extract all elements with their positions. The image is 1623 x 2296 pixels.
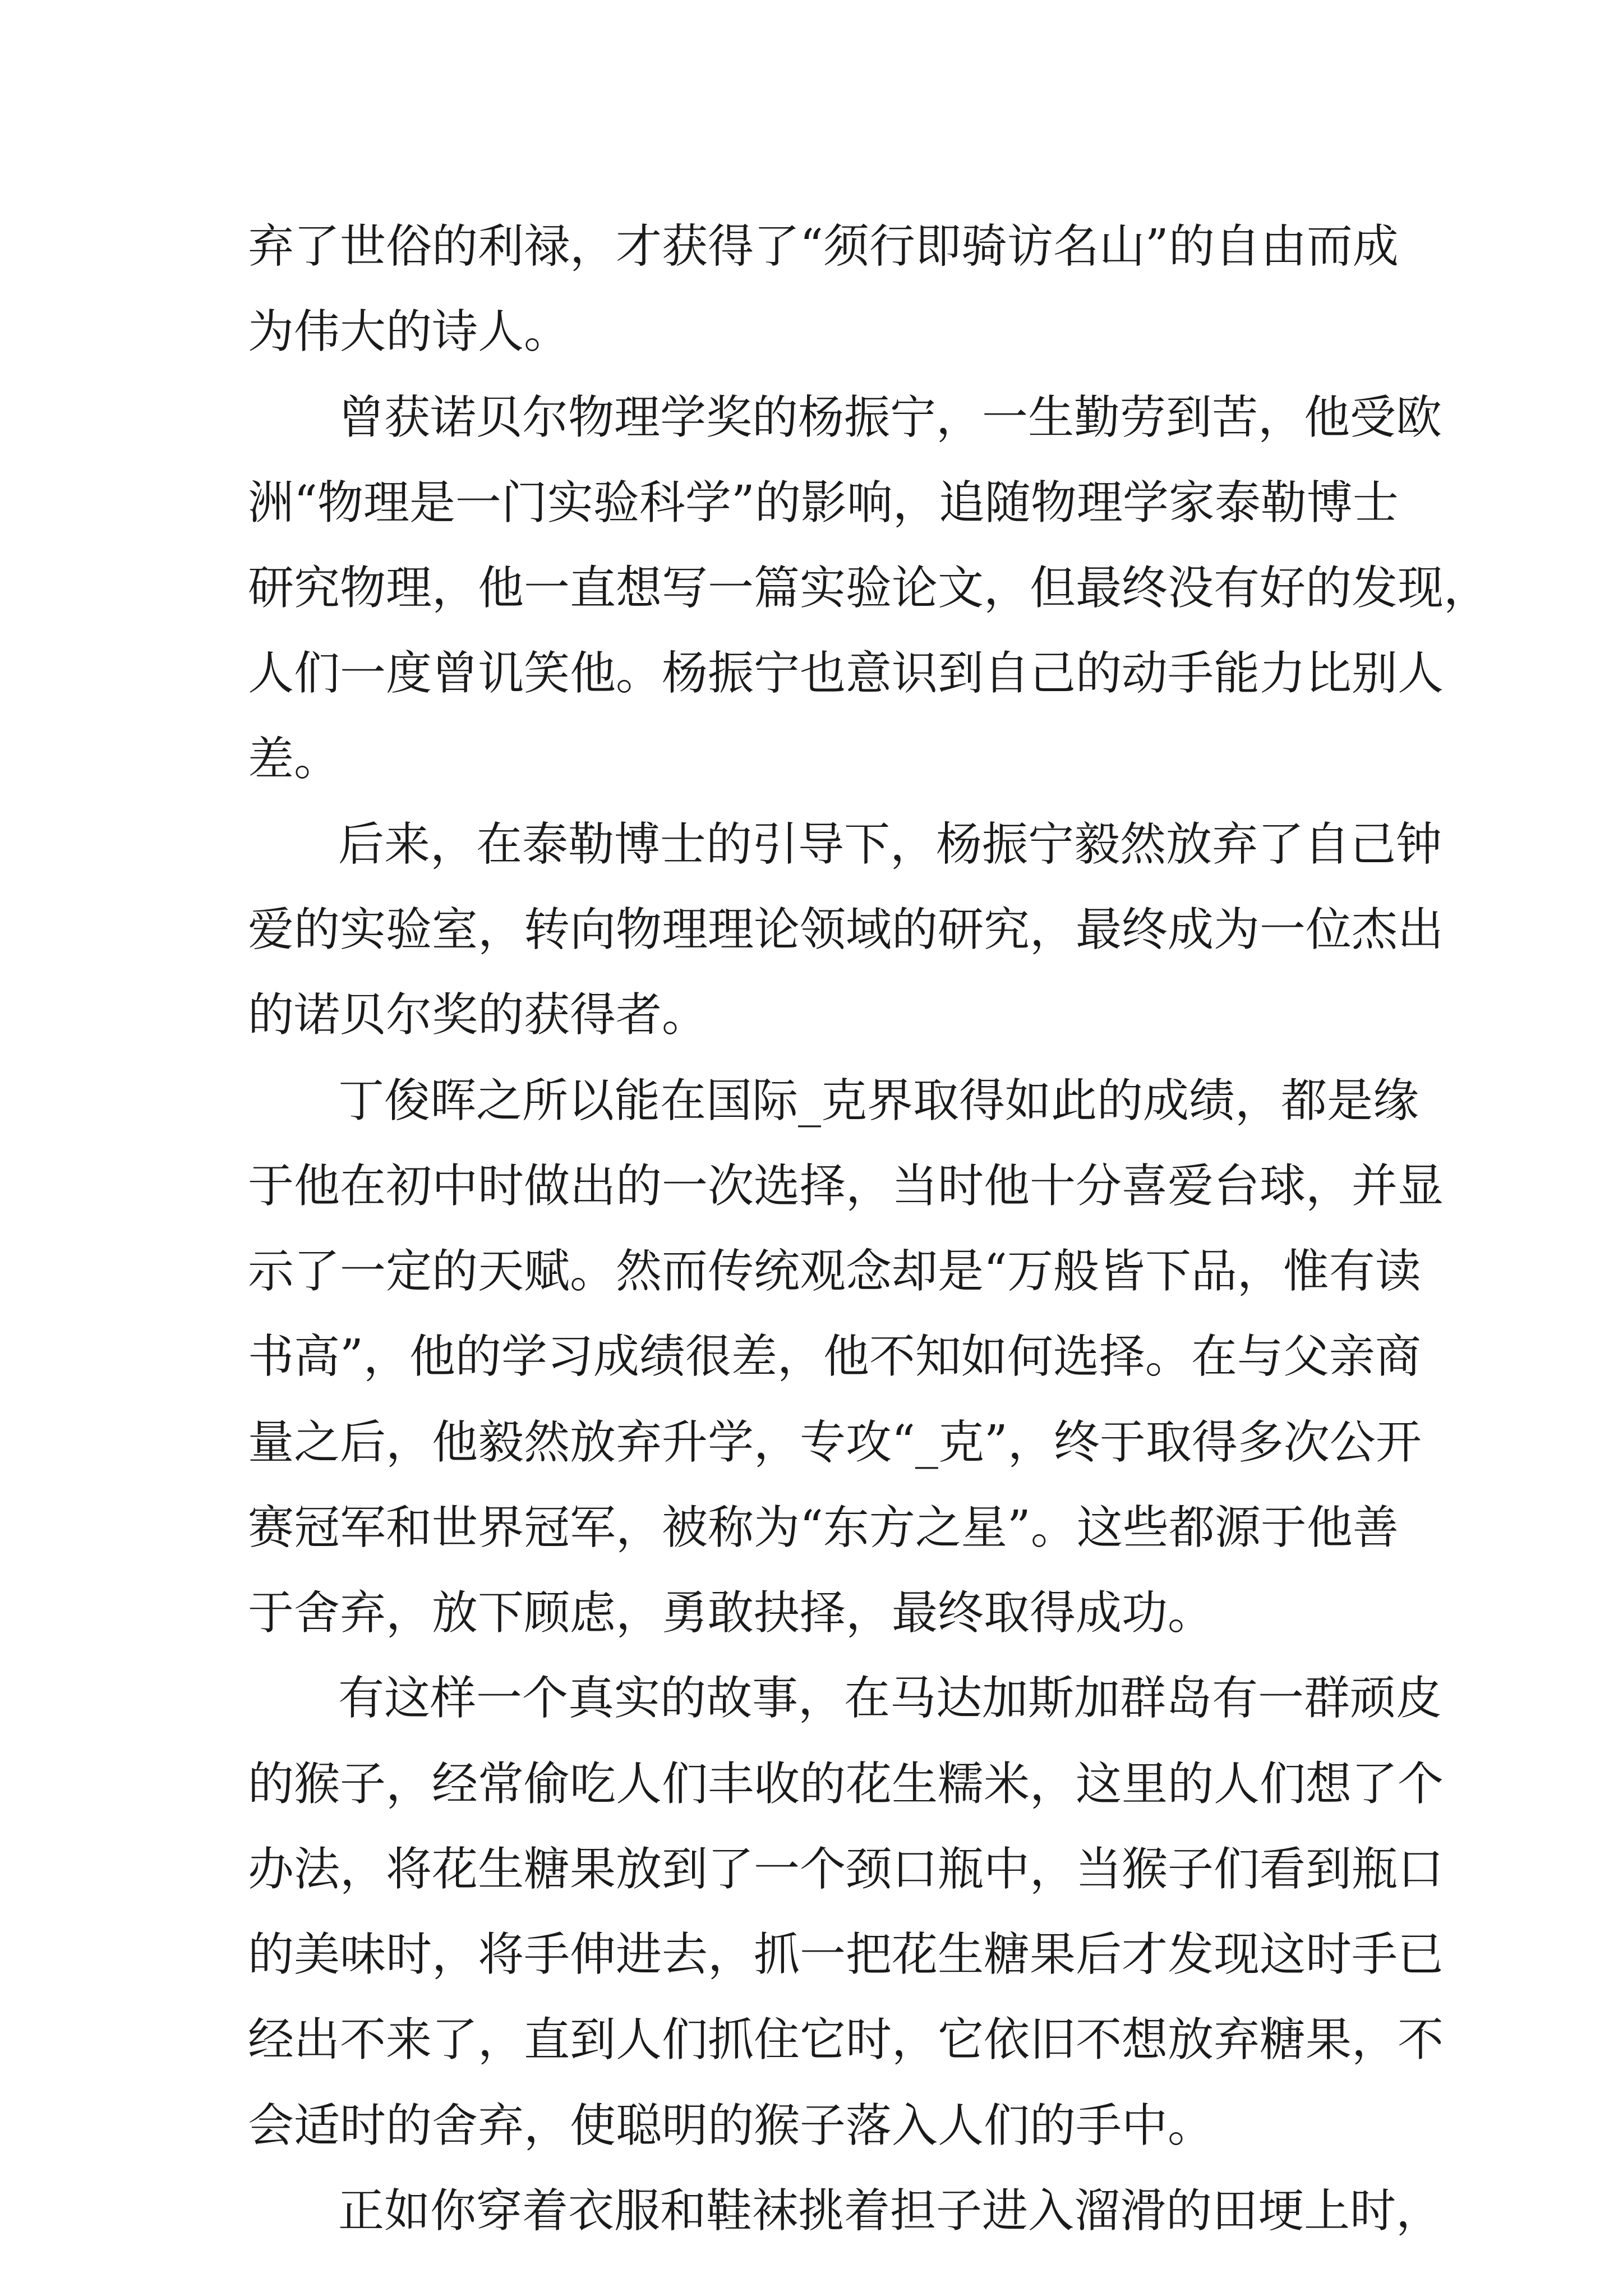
paragraph-first-line: 有这样一个真实的故事，在马达加斯加群岛有一群顽皮 <box>338 1672 1442 1725</box>
text-line: 差。 <box>248 733 340 786</box>
text-line: 赛冠军和世界冠军，被称为“东方之星”。这些都源于他善 <box>248 1501 1399 1554</box>
paragraph-first-line: 正如你穿着衣服和鞋袜挑着担子进入溜滑的田埂上时， <box>338 2184 1442 2238</box>
text-line: 爱的实验室，转向物理理论领域的研究，最终成为一位杰出 <box>248 903 1444 956</box>
text-line: 办法，将花生糖果放到了一个颈口瓶中，当猴子们看到瓶口 <box>248 1843 1444 1896</box>
text-line: 经出不来了，直到人们抓住它时，它依旧不想放弃糖果，不 <box>248 2013 1444 2067</box>
text-line: 的猴子，经常偷吃人们丰收的花生糯米，这里的人们想了个 <box>248 1757 1444 1811</box>
paragraph-first-line: 丁俊晖之所以能在国际_克界取得如此的成绩，都是缘 <box>338 1074 1419 1128</box>
text-line: 于舍弃，放下顾虑，勇敢抉择，最终取得成功。 <box>248 1586 1214 1640</box>
text-line: 示了一定的天赋。然而传统观念却是“万般皆下品，惟有读 <box>248 1245 1421 1298</box>
text-line: 的诺贝尔奖的获得者。 <box>248 988 708 1042</box>
text-line: 的美味时，将手伸进去，抓一把花生糖果后才发现这时手已 <box>248 1928 1444 1981</box>
text-line: 人们一度曾讥笑他。杨振宁也意识到自己的动手能力比别人 <box>248 647 1444 700</box>
text-line: 研究物理，他一直想写一篇实验论文，但最终没有好的发现， <box>248 562 1490 615</box>
paragraph-first-line: 曾获诺贝尔物理学奖的杨振宁，一生勤劳到苦，他受欧 <box>338 391 1442 444</box>
text-line: 弃了世俗的利禄，才获得了“须行即骑访名山”的自由而成 <box>248 220 1399 273</box>
text-line: 洲“物理是一门实验科学”的影响，追随物理学家泰勒博士 <box>248 476 1399 530</box>
text-line: 书高”，他的学习成绩很差，他不知如何选择。在与父亲商 <box>248 1330 1421 1383</box>
text-line: 于他在初中时做出的一次选择，当时他十分喜爱台球，并显 <box>248 1159 1444 1213</box>
text-line: 为伟大的诗人。 <box>248 305 570 358</box>
text-line: 量之后，他毅然放弃升学，专攻“_克”，终于取得多次公开 <box>248 1416 1422 1469</box>
paragraph-first-line: 后来，在泰勒博士的引导下，杨振宁毅然放弃了自己钟 <box>338 818 1442 871</box>
text-line: 会适时的舍弃，使聪明的猴子落入人们的手中。 <box>248 2099 1214 2152</box>
